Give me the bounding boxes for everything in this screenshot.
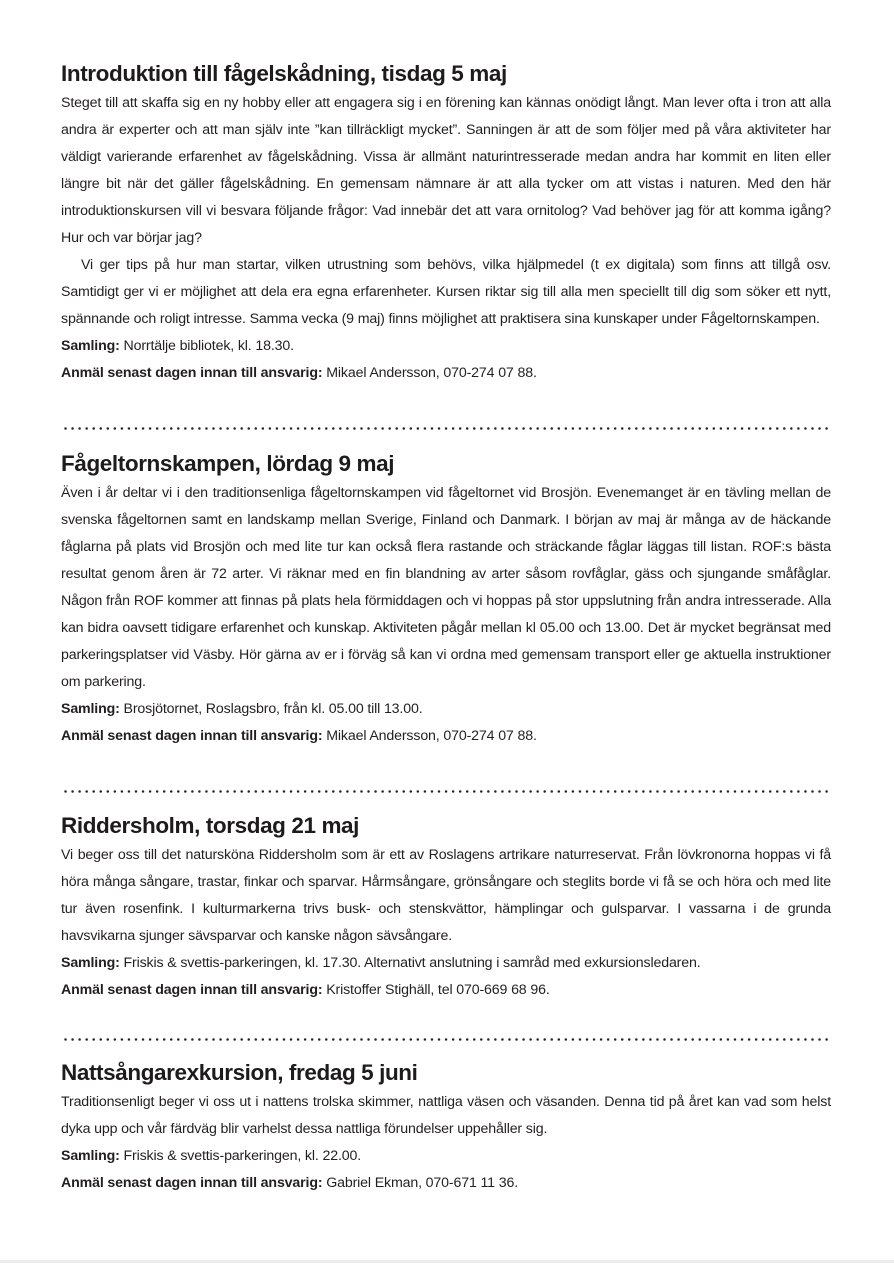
anmal-value: Mikael Andersson, 070-274 07 88. [326,728,537,744]
samling-label: Samling: [61,955,120,971]
anmal-label: Anmäl senast dagen innan till ansvarig: [61,982,323,998]
samling-value: Friskis & svettis-parkeringen, kl. 17.30. Alternativt anslutning i samråd med exkursionsledaren. [123,955,701,971]
samling-line [61,950,831,977]
anmal-value: Kristoffer Stighäll, tel 070-669 68 96. [326,982,550,998]
samling-label: Samling: [61,701,120,717]
anmal-line [61,977,831,1004]
samling-value: Friskis & svettis-parkeringen, kl. 22.00. [123,1148,362,1164]
samling-line [61,696,831,723]
samling-line [61,1143,831,1170]
event-paragraph: Traditionsenligt beger vi oss ut i nattens trolska skimmer, nattliga väsen och väsanden. Denna tid på året kan vad som helst dyka upp och vår färdväg blir varhelst dessa nattliga förundelser uppehåller sig. [61,1094,831,1137]
anmal-label: Anmäl senast dagen innan till ansvarig: [61,365,323,381]
dotted-divider [62,1038,828,1041]
samling-label: Samling: [61,338,120,354]
event-fageltornskampen [61,450,831,750]
samling-line [61,333,831,360]
anmal-label: Anmäl senast dagen innan till ansvarig: [61,728,323,744]
dotted-divider [62,427,828,430]
samling-value: Brosjötornet, Roslagsbro, från kl. 05.00 till 13.00. [123,701,423,717]
dotted-divider [62,790,828,793]
event-title: Riddersholm, torsdag 21 maj [61,813,360,838]
anmal-label: Anmäl senast dagen innan till ansvarig: [61,1175,323,1191]
anmal-line [61,1170,831,1197]
anmal-value: Mikael Andersson, 070-274 07 88. [326,365,537,381]
anmal-line [61,360,831,387]
samling-label: Samling: [61,1148,120,1164]
event-title: Nattsångarexkursion, fredag 5 juni [61,1060,418,1085]
anmal-value: Gabriel Ekman, 070-671 11 36. [326,1175,518,1191]
event-paragraph: Steget till att skaffa sig en ny hobby eller att engagera sig i en förening kan kännas onödigt långt. Man lever ofta i tron att alla andra är experter och att man själv inte ”kan tillräckligt mycket”. Sanningen är att de som följer med på våra aktiviteter har väldigt varierande erfarenhet av fågelskådning. Vissa är allmänt naturintresserade medan andra har kommit en liten eller längre bit när det gäller fågelskådning. En gemensam nämnare är att alla tycker om att vistas i naturen. Med den här introduktionskursen vill vi besvara följande frågor: Vad innebär det att vara ornitolog? Vad behöver jag för att komma igång? Hur och var börjar jag? [61,95,831,246]
event-paragraph: Även i år deltar vi i den traditionsenliga fågeltornskampen vid fågeltornet vid Brosjön. Evenemanget är en tävling mellan de svenska fågeltornen samt en landskamp mellan Sverige, Finland och Danmark. I början av maj är många av de häckande fåglarna på plats vid Brosjön och med lite tur kan också flera rastande och sträckande fåglar läggas till listan. ROF:s bästa resultat genom åren är 72 arter. Vi räknar med en fin blandning av arter såsom rovfåglar, gäss och sjungande småfåglar. Någon från ROF kommer att finnas på plats hela förmiddagen och vi hoppas på stor uppslutning från andra intresserade. Alla kan bidra oavsett tidigare erfarenhet och kunskap. Aktiviteten pågår mellan kl 05.00 och 13.00. Det är mycket begränsat med parkeringsplatser vid Väsby. Hör gärna av er i förväg så kan vi ordna med gemensam transport eller ge aktuella instruktioner om parkering. [61,485,831,690]
anmal-line [61,723,831,750]
event-title: Introduktion till fågelskådning, tisdag 5 maj [61,61,507,86]
event-riddersholm [61,812,831,1004]
event-paragraph: Vi ger tips på hur man startar, vilken utrustning som behövs, vilka hjälpmedel (t ex digitala) som finns att tillgå osv. Samtidigt ger vi er möjlighet att dela era egna erfarenheter. Kursen riktar sig till alla men speciellt till dig som söker ett nytt, spännande och roligt intresse. Samma vecka (9 maj) finns möjlighet att praktisera sina kunskaper under Fågeltornskampen. [61,257,831,327]
event-nattsangarexkursion [61,1059,831,1197]
event-introduktion [61,60,831,387]
event-paragraph: Vi beger oss till det natursköna Riddersholm som är ett av Roslagens artrikare naturreservat. Från lövkronorna hoppas vi få höra många sångare, trastar, finkar och sparvar. Hårmsångare, grönsångare och steglits borde vi få se och höra och med lite tur även rosenfink. I kulturmarkerna trivs busk- och stenskvättor, hämplingar och gulsparvar. I vassarna i de grunda havsvikarna sjunger sävsparvar och kanske någon sävsångare. [61,847,831,944]
samling-value: Norrtälje bibliotek, kl. 18.30. [123,338,294,354]
event-title: Fågeltornskampen, lördag 9 maj [61,451,395,476]
